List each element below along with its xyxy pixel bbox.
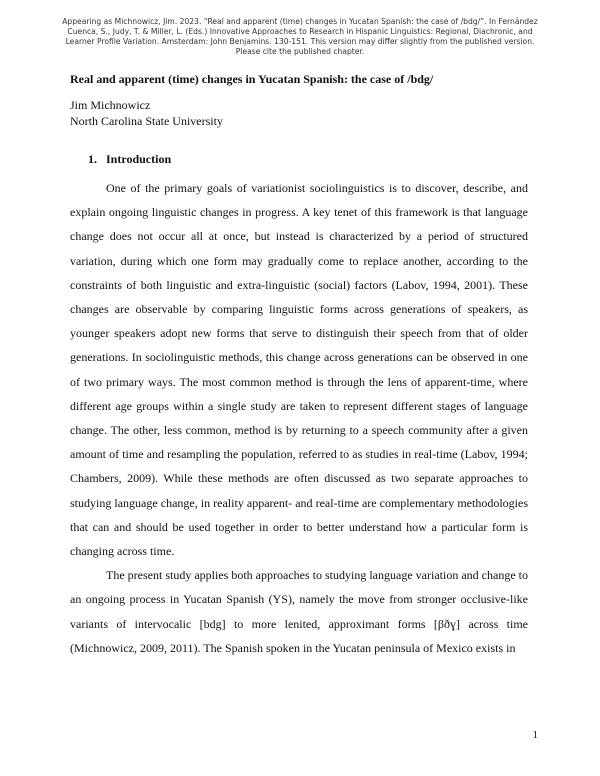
section-heading — [88, 152, 171, 167]
author-block — [70, 98, 540, 129]
paragraph: The present study applies both approaches to studying language variation and change to an ongoing process in Yucatan Spanish (YS), namely the move from stronger occlusive-like variants of intervocalic [bdg] to more lenited, approximant forms [βðɣ] across time (Michnowicz, 2009, 2011). The Spanish spoken in the Yucatan peninsula of Mexico exists in — [70, 568, 528, 655]
page-number: 1 — [532, 729, 538, 741]
citation-notice: Appearing as Michnowicz, Jim. 2023. “Real and apparent (time) changes in Yucatan Spanish: the case of /bdg/”. In Fernández Cuenca, S., Judy, T. & Miller, L. (Eds.) Innovative Approaches to Research in Hispanic Linguistics: Regional, Diachronic, and Learner Profile Variation. Amsterdam: John Benjamins. 130-151. This version may differ slightly from the published version. Please cite the published chapter. — [62, 17, 538, 56]
body-text — [70, 176, 528, 660]
section-number: 1. — [88, 152, 97, 166]
author-name: Jim Michnowicz — [70, 98, 151, 112]
section-title: Introduction — [106, 152, 172, 166]
paragraph: One of the primary goals of variationist sociolinguistics is to discover, describe, and explain ongoing linguistic changes in progress. A key tenet of this framework is that language change does not occur all at once, but instead is characterized by a period of structured variation, during which one form may gradually come to replace another, according to the constraints of both linguistic and extra-linguistic (social) factors (Labov, 1994, 2001). These changes are observable by comparing linguistic forms across generations of speakers, as younger speakers adopt new forms that serve to distinguish their speech from that of older generations. In sociolinguistic methods, this change across generations can be observed in one of two primary ways. The most common method is through the lens of apparent-time, where different age groups within a single study are taken to represent different stages of language change. The other, less common, method is by returning to a speech community after a given amount of time and resampling the population, referred to as studies in real-time (Labov, 1994; Chambers, 2009). While these methods are often discussed as two separate approaches to studying language change, in reality apparent- and real-time are complementary methodologies that can and should be used together in order to better understand how a particular form is changing across time. — [70, 181, 528, 559]
author-affiliation: North Carolina State University — [70, 113, 223, 128]
paper-title: Real and apparent (time) changes in Yucatan Spanish: the case of /bdg/ — [70, 72, 434, 86]
